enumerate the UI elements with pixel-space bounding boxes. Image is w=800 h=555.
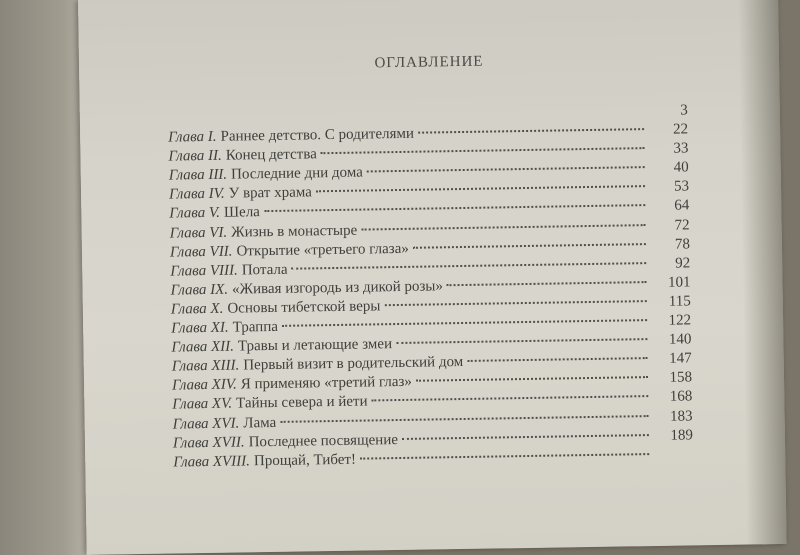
toc-title: У врат храма	[228, 184, 313, 203]
toc-leader	[402, 434, 649, 440]
table-of-contents	[168, 101, 694, 472]
toc-leader	[360, 453, 649, 460]
toc-title: Шела	[223, 204, 261, 222]
toc-title: Открытие «третьего глаза»	[236, 240, 409, 260]
toc-title: Лама	[243, 414, 277, 431]
background-surface	[0, 0, 90, 555]
toc-chapter: Глава XVI.	[172, 415, 240, 433]
toc-page: 72	[674, 216, 690, 234]
toc-chapter: Глава XVII.	[172, 434, 245, 452]
toc-chapter: Глава V.	[169, 205, 221, 223]
toc-chapter: Глава VII.	[169, 243, 233, 261]
toc-leader	[418, 128, 644, 134]
toc-chapter: Глава XIII.	[171, 357, 240, 375]
toc-leader	[361, 224, 645, 230]
toc-page: 33	[673, 140, 689, 157]
toc-chapter: Глава IX.	[170, 281, 229, 299]
toc-leader	[372, 395, 649, 401]
toc-title: Последние дни дома	[230, 164, 363, 183]
toc-title: Я применяю «третий глаз»	[240, 374, 412, 393]
toc-leader	[447, 281, 647, 286]
page-shadow	[738, 0, 787, 545]
book-page	[78, 0, 787, 555]
toc-title: Траппа	[232, 318, 279, 336]
toc-leader	[282, 319, 647, 327]
toc-page: 115	[668, 293, 691, 310]
toc-page: 78	[674, 236, 691, 253]
toc-leader	[367, 166, 645, 172]
toc-leader	[413, 243, 646, 249]
toc-title: Прощай, Тибет!	[253, 451, 357, 469]
toc-chapter: Глава XII.	[171, 338, 235, 356]
toc-title: Первый визит в родительский дом	[243, 354, 464, 374]
toc-chapter: Глава VI.	[169, 224, 228, 242]
toc-page: 122	[668, 312, 692, 329]
toc-leader	[316, 185, 645, 192]
toc-page: 53	[673, 178, 690, 196]
toc-chapter: Глава IV.	[168, 186, 225, 203]
toc-page	[653, 458, 693, 459]
toc-page: 101	[667, 274, 691, 291]
toc-page: 140	[668, 331, 692, 348]
toc-page: 40	[673, 159, 689, 176]
toc-leader	[280, 415, 648, 423]
toc-chapter: Глава XV.	[172, 396, 233, 413]
toc-page: 92	[675, 255, 691, 272]
toc-leader	[396, 338, 647, 344]
toc-leader	[467, 357, 648, 362]
toc-page: 158	[669, 369, 693, 387]
toc-chapter: Глава VIII.	[170, 262, 238, 280]
toc-title: Тайны севера и йети	[236, 393, 368, 412]
toc-title: Основы тибетской веры	[227, 298, 381, 317]
toc-page: 183	[669, 407, 693, 425]
toc-leader	[384, 300, 646, 306]
toc-chapter: Глава III.	[168, 166, 228, 184]
toc-page: 168	[669, 388, 693, 406]
toc-leader	[416, 376, 648, 382]
toc-title: Последнее посвящение	[248, 431, 399, 450]
toc-title: Потала	[241, 261, 288, 279]
toc-title: Конец детства	[225, 146, 317, 164]
toc-leader	[321, 147, 645, 154]
toc-chapter: Глава X.	[170, 300, 224, 318]
toc-leader	[176, 109, 644, 118]
toc-chapter: Глава XVIII.	[173, 453, 251, 471]
toc-page: 147	[669, 350, 692, 367]
toc-page: 64	[674, 197, 690, 215]
toc-title: Травы и летающие змеи	[237, 336, 393, 355]
toc-page: 22	[672, 121, 689, 138]
toc-title: «Живая изгородь из дикой розы»	[231, 278, 444, 298]
toc-page: 189	[670, 426, 694, 444]
toc-chapter: Глава XIV.	[171, 376, 237, 394]
toc-page: 3	[680, 102, 688, 119]
toc-leader	[292, 262, 647, 270]
toc-leader	[264, 205, 645, 213]
page-title: ОГЛАВЛЕНИЕ	[374, 53, 484, 72]
toc-chapter: Глава I.	[168, 128, 217, 146]
toc-chapter: Глава II.	[168, 147, 222, 165]
toc-chapter: Глава XI.	[171, 319, 229, 337]
toc-title: Жизнь в монастыре	[231, 222, 358, 241]
toc-title: Раннее детство. С родителями	[220, 125, 415, 145]
